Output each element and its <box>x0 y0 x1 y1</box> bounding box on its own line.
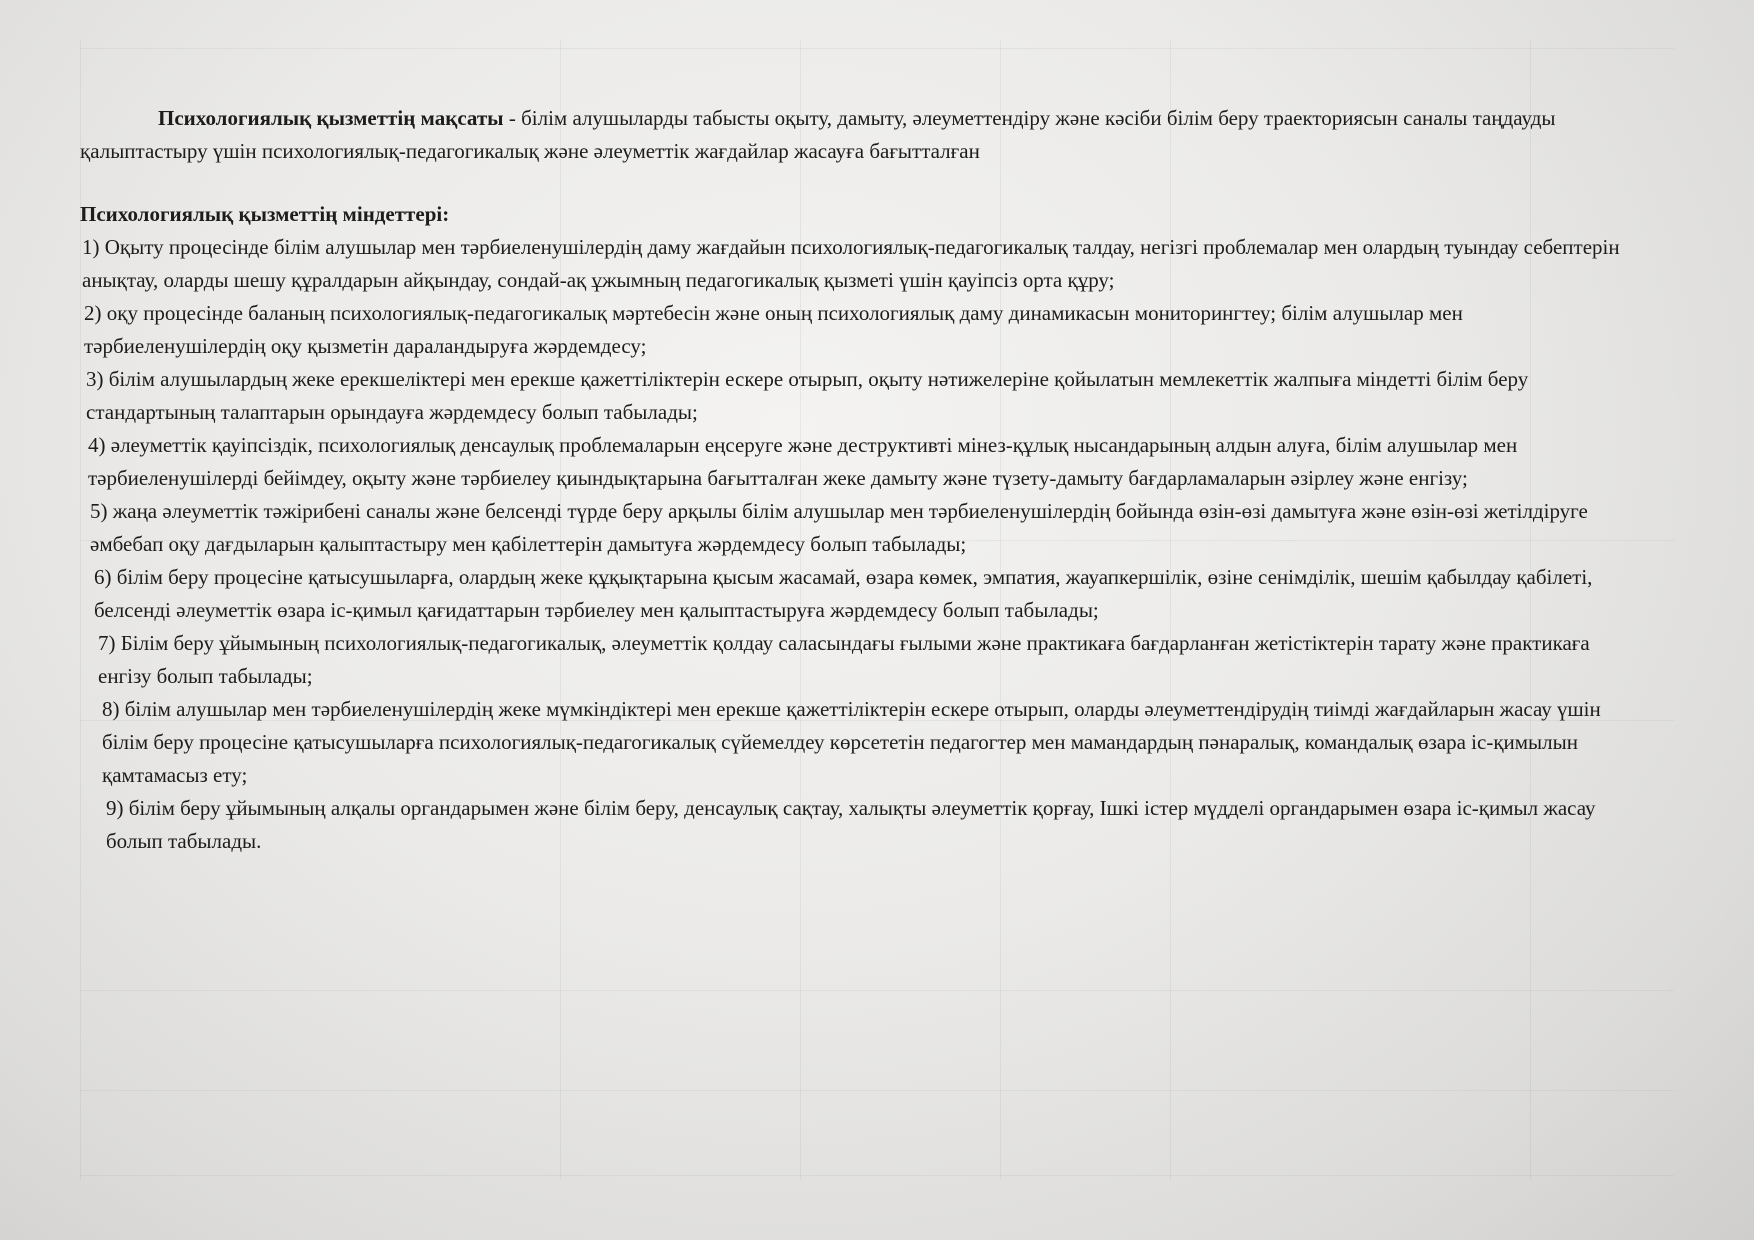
ghost-line <box>80 48 1674 49</box>
task-item-9: 9) білім беру ұйымының алқалы органдарымен және білім беру, денсаулық сақтау, халықты әлеуметтік қорғау, Ішкі істер мүдделі органдарымен өзара іс-қимыл жасау болып табылады. <box>106 796 1596 853</box>
task-item-5: 5) жаңа әлеуметтік тәжірибені саналы және белсенді түрде беру арқылы білім алушылар мен тәрбиеленушілердің бойында өзін-өзі дамытуға және өзін-өзі жетілдіруге әмбебап оқу дағдыларын қалыптастыру мен қабілеттерін дамытуға жәрдемдесу болып табылады; <box>90 499 1588 556</box>
tasks-heading: Психологиялық қызметтің міндеттері: <box>80 202 450 226</box>
task-item-1: 1) Оқыту процесінде білім алушылар мен тәрбиеленушілердің даму жағдайын психологиялық-педагогикалық талдау, негізгі проблемалар мен олардың туындау себептерін анықтау, оларды шешу құралдарын айқындау, сондай-ақ ұжымның педагогикалық қызметі үшін қауіпсіз орта құру; <box>82 235 1620 292</box>
ghost-line <box>80 1175 1674 1176</box>
task-item-4: 4) әлеуметтік қауіпсіздік, психологиялық денсаулық проблемаларын еңсеруге және деструктивті мінез-құлық нысандарының алдын алуға, білім алушылар мен тәрбиеленушілерді бейімдеу, оқыту және тәрбиелеу қиындықтарына бағытталған жеке дамыту және түзету-дамыту бағдарламаларын әзірлеу және енгізу; <box>88 433 1518 490</box>
document-body <box>80 102 1620 858</box>
task-item-3: 3) білім алушылардың жеке ерекшеліктері мен ерекше қажеттіліктерін ескере отырып, оқыту нәтижелеріне қойылатын мемлекеттік жалпыға міндетті білім беру стандартының талаптарын орындауға жәрдемдесу болып табылады; <box>86 367 1529 424</box>
purpose-paragraph <box>80 102 1560 168</box>
task-item-8: 8) білім алушылар мен тәрбиеленушілердің жеке мүмкіндіктері мен ерекше қажеттіліктерін ескере отырып, оларды әлеуметтендірудің тиімді жағдайларын жасау үшін білім беру процесіне қатысушыларға психологиялық-педагогикалық сүйемелдеу көрсететін педагогтер мен мамандардың пәнаралық, командалық өзара іс-қимылын қамтамасыз ету; <box>102 697 1601 787</box>
purpose-label: Психологиялық қызметтің мақсаты <box>158 106 504 130</box>
task-item-6: 6) білім беру процесіне қатысушыларға, олардың жеке құқықтарына қысым жасамай, өзара көмек, эмпатия, жауапкершілік, өзіне сенімділік, шешім қабылдау қабілеті, белсенді әлеуметтік өзара іс-қимыл қағидаттарын тәрбиелеу мен қалыптастыруға жәрдемдесу болып табылады; <box>94 565 1593 622</box>
tasks-list <box>80 231 1620 858</box>
task-item-7: 7) Білім беру ұйымының психологиялық-педагогикалық, әлеуметтік қолдау саласындағы ғылыми және практикаға бағдарланған жетістіктерін тарату және практикаға енгізу болып табылады; <box>98 631 1590 688</box>
purpose-text: - білім алушыларды табысты оқыту, дамыту, әлеуметтендіру және кәсіби білім беру траекториясын саналы таңдауды қалыптастыру үшін психологиялық-педагогикалық және әлеуметтік жағдайлар жасауға бағытталған <box>80 106 1556 163</box>
task-item-2: 2) оқу процесінде баланың психологиялық-педагогикалық мәртебесін және оның психологиялық даму динамикасын мониторингтеу; білім алушылар мен тәрбиеленушілердің оқу қызметін дараландыруға жәрдемдесу; <box>84 301 1463 358</box>
ghost-line <box>80 1090 1674 1091</box>
ghost-line <box>80 990 1674 991</box>
